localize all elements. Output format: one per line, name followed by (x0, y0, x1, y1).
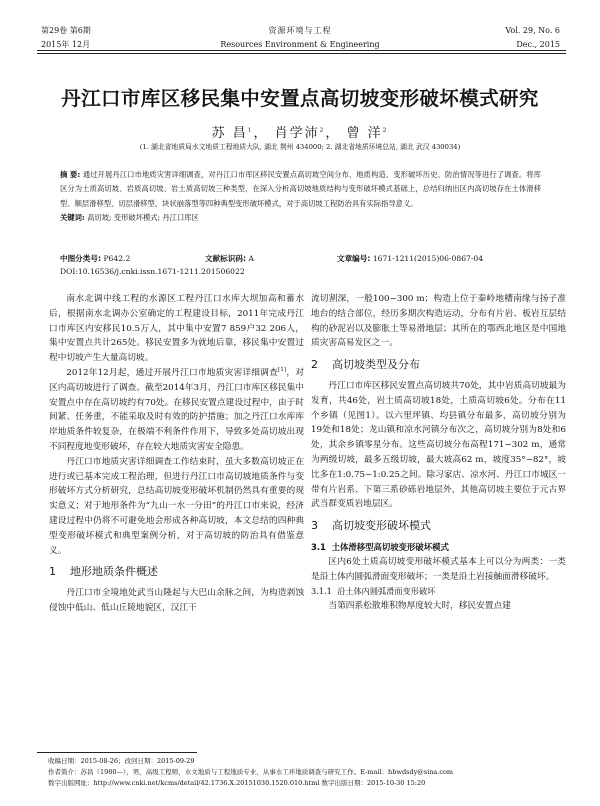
doi: DOI:10.16536/j.cnki.issn.1671-1211.201506022 (60, 267, 245, 276)
subsection-heading-3-1-1: 3.1.1 沿土体内圆弧滑面变形破坏 (311, 586, 436, 597)
footnote-received: 收稿日期：2015-08-26；改回日期：2015-09-29 (48, 757, 195, 765)
body-column-left (49, 292, 304, 616)
paragraph: 流切割深，一般100~300 m；构造上位于秦岭地槽南缘与扬子准地台的结合部位，经历多期次构造运动，分布有片岩、板岩互层结构的砂泥岩以及膨胀土等易滑地层；其所在的鄂西北地区是中国地质灾害高易发区之一。 (311, 294, 566, 349)
paragraph: 丹江口市库区移民安置点高切坡共70处，其中岩质高切坡最为发育，共46处，岩土质高切坡18处，土质高切坡6处。分布在11个乡镇（见图1）。以六里坪镇、均县镇分布最多，高切坡分别为19处和18处；龙山镇和凉水河镇分布次之，高切坡分别为8处和6处，其余乡镇零星分布。这些高切坡分布高程171~302 m，通常为两级切坡，最多五级切坡，最大坡高62 m，坡度35°~82°，坡比多在1:0.75~1:0.25之间。除习家店、凉水河、丹江口市城区一带有片岩系、下第三系砂砾岩地层外，其他高切坡主要位于元古界武当群变质岩地层区。 (311, 380, 566, 510)
header-journal-cn: 资源环境与工程 (268, 26, 332, 35)
author-2: 肖学沛$^2$ (274, 126, 326, 141)
header-volume-cn: 第29卷 第6期 (41, 26, 91, 35)
affiliation: (1. 湖北省地质局水文地质工程地质大队, 湖北 荆州 434000; 2. 湖北省地质环境总站, 湖北 武汉 430034) (139, 143, 461, 151)
paragraph: 2012年12月起，通过开展丹江口市地质灾害详细调查[1]，对区内高切坡进行了调查。截至2014年3月，丹江口市库区移民集中安置点中存在高切坡约有70处。在移民安置点建设过程中，由于时间紧、任务重，不能采取及时有效的防护措施；加之丹江口水库库岸地质条件较复杂，在极端不利条件作用下，导致多处高切坡出现不同程度地变形破坏，存在较大地质灾害安全隐患。 (49, 367, 305, 452)
citation-ref: [1] (277, 367, 287, 374)
paragraph: 当第四系松散堆积物厚度较大时，移民安置点建 (328, 601, 511, 612)
abstract-label: 摘 要: (60, 170, 81, 179)
article-title: 丹江口市库区移民集中安置点高切坡变形破坏模式研究 (61, 87, 539, 110)
paragraph: 丹江口市地质灾害详细调查工作结束时，虽大多数高切坡正在进行或已基本完成工程治理，但进行丹江口市高切坡地质条件与变形破坏方式分析研究，总结高切坡变形破坏机制仍然具有重要的现实意义；对于地形条件为“九山一水一分田”的丹江口市来说，经济建设过程中仍将不可避免地会形成各种高切坡，本文总结的四种典型变形破坏模式和典型案例分析，对于高切坡的防治具有借鉴意义。 (49, 456, 304, 556)
abstract-text: 通过开展丹江口市地质灾害详细调查，对丹江口市库区移民安置点高切坡空间分布、地质构造、变形破坏历史、防治情况等进行了调查。将库区分为土质高切坡、岩质高切坡、岩土质高切坡三种类型，在深入分析高切坡地质结构与变形破坏模式基础上，总结归纳出区内高切坡存在土体滑移型、顺层滑移型、切层滑移型、块状崩落型等四种典型变形破坏模式，对于高切坡工程防治具有实际指导意义。 (60, 170, 541, 208)
author-3: 曾 洋$^2$ (346, 126, 389, 141)
header-rule-top (37, 50, 566, 51)
footnote-citation: 数字出版网址：http://www.cnki.net/kcms/detail/42.1736.X.20151030.1520.010.html 数字出版日期：2015-10-30 15:20 (48, 779, 426, 787)
author-1: 苏 昌$^1$ (211, 126, 254, 141)
keywords-label: 关键词: (60, 213, 85, 223)
footnote-rule (37, 752, 197, 753)
paragraph: 丹江口市全境地处武当山隆起与大巴山余脉之间，为构造剥蚀侵蚀中低山、低山丘陵地貌区，汉江干 (49, 588, 304, 613)
section-heading-3: 3 高切坡变形破坏模式 (311, 519, 431, 533)
author-list: 苏 昌$^1$， 肖学沛$^2$， 曾 洋$^2$ (211, 126, 389, 141)
header-date-en: Dec., 2015 (516, 40, 560, 49)
header-volume-en: Vol. 29, No. 6 (505, 26, 560, 35)
clc-number: 中图分类号: P642.2 (60, 254, 131, 263)
subsection-heading-3-1: 3.1 土体滑移型高切坡变形破坏模式 (311, 541, 449, 552)
header-date-cn: 2015年 12月 (41, 40, 91, 49)
article-number: 文章编号: 1671-1211(2015)06-0867-04 (337, 254, 484, 263)
paragraph: 区内6处土质高切坡变形破坏模式基本上可以分为两类：一类是沿土体内圆弧滑面变形破坏；一类是沿土岩接触面滑移破坏。 (311, 556, 566, 582)
document-code: 文献标识码: A (205, 254, 254, 263)
section-heading-1: 1 地形地质条件概述 (49, 565, 158, 579)
header-journal-en: Resources Environment & Engineering (220, 40, 380, 49)
paragraph: 南水北调中线工程的水源区工程丹江口水库大坝加高和蓄水后，根据南水北调办公室确定的工程建设目标，2011年完成丹江口市库区内安移民10.5万人，其中集中安置7 859户32 206人，集中安置点共计265处。移民安置多为就地后靠，移民集中安置过程中切坡产生大量高切坡。 (49, 294, 304, 364)
header-rule-bottom (37, 53, 566, 54)
section-heading-2: 2 高切坡类型及分布 (311, 358, 420, 372)
footnote-author-info: 作者简介：苏昌（1980—），男，高级工程师，水文地质与工程地质专业，从事水工环地质调查与研究工作。E-mail：hbwdsdy@sina.com (48, 768, 454, 776)
abstract (60, 168, 541, 226)
body-column-right (311, 292, 566, 614)
keywords-text: 高切坡; 变形破坏模式; 丹江口库区 (87, 213, 199, 223)
